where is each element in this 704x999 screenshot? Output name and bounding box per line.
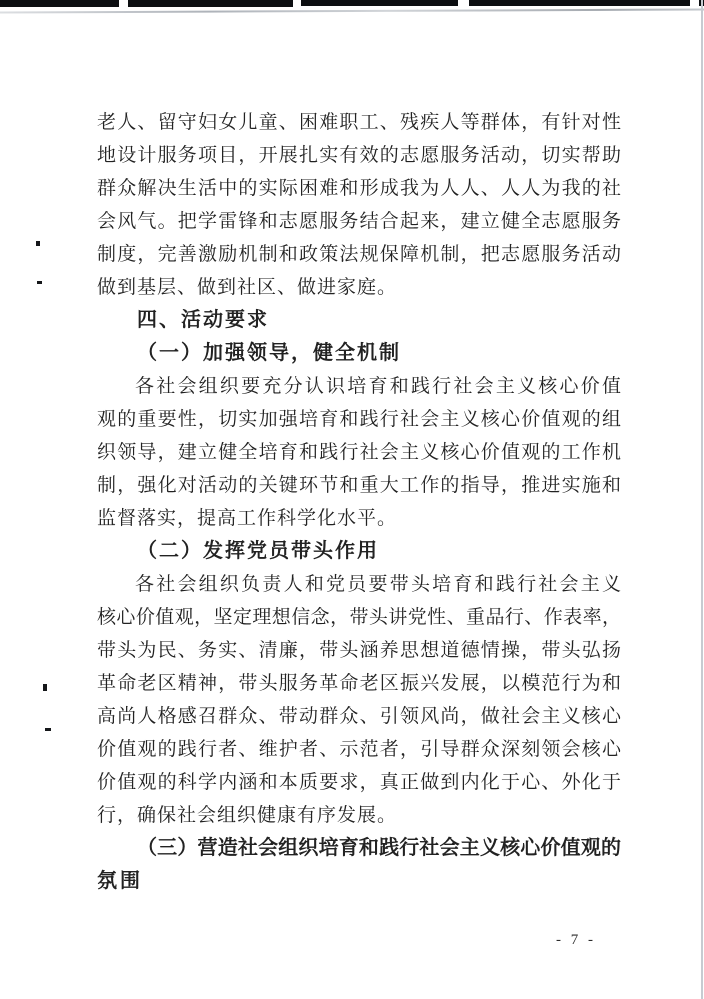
scan-artifact-speck [45, 728, 51, 731]
text-line: （三）营造社会组织培育和践行社会主义核心价值观的 [137, 837, 621, 859]
text-line: 四、活动要求 [137, 309, 269, 331]
text-line: 高尚人格感召群众、带动群众、引领风尚，做社会主义核心 [97, 706, 621, 727]
text-line: 价值观的践行者、维护者、示范者，引导群众深刻领会核心 [97, 739, 621, 760]
scan-artifact-top-bar [0, 0, 119, 7]
scan-artifact-top-bar [469, 0, 690, 6]
text-line: 会风气。把学雷锋和志愿服务结合起来，建立健全志愿服务 [97, 211, 621, 232]
text-line: 各社会组织负责人和党员要带头培育和践行社会主义 [135, 574, 621, 595]
text-line: 价值观的科学内涵和本质要求，真正做到内化于心、外化于 [97, 772, 621, 793]
scan-artifact-top-bar [301, 0, 458, 6]
text-line: 带头为民、务实、清廉，带头涵养思想道德情操，带头弘扬 [97, 640, 621, 661]
text-line: （二）发挥党员带头作用 [137, 540, 379, 562]
text-block [97, 106, 621, 898]
text-line: 做到基层、做到社区、做进家庭。 [97, 277, 398, 298]
text-line: 地设计服务项目，开展扎实有效的志愿服务活动，切实帮助 [97, 145, 621, 166]
scan-artifact-speck [43, 684, 47, 691]
text-line: 观的重要性，切实加强培育和践行社会主义核心价值观的组 [97, 409, 621, 430]
text-line: 制，强化对活动的关键环节和重大工作的指导，推进实施和 [97, 475, 621, 496]
scan-artifact-top-bar [128, 0, 293, 7]
page-number: - 7 - [556, 932, 596, 948]
text-line: 行，确保社会组织健康有序发展。 [97, 805, 398, 826]
text-line: 老人、留守妇女儿童、困难职工、残疾人等群体，有针对性 [97, 112, 621, 133]
text-line: 织领导，建立健全培育和践行社会主义核心价值观的工作机 [97, 442, 621, 463]
scan-artifact-speck [36, 241, 40, 246]
scan-artifact-diagonal-line [0, 8, 704, 13]
text-line: 氛围 [97, 870, 143, 892]
text-line: （一）加强领导，健全机制 [137, 342, 401, 364]
text-line: 制度，完善激励机制和政策法规保障机制，把志愿服务活动 [97, 244, 621, 265]
text-line: 监督落实，提高工作科学化水平。 [97, 508, 398, 529]
text-line: 核心价值观，坚定理想信念，带头讲党性、重品行、作表率， [97, 607, 621, 628]
text-line: 各社会组织要充分认识培育和践行社会主义核心价值 [135, 376, 621, 397]
text-line: 群众解决生活中的实际困难和形成我为人人、人人为我的社 [97, 178, 621, 199]
scan-artifact-speck [37, 281, 42, 284]
scan-artifact-right-edge [701, 0, 703, 999]
text-line: 革命老区精神，带头服务革命老区振兴发展，以模范行为和 [97, 673, 621, 694]
